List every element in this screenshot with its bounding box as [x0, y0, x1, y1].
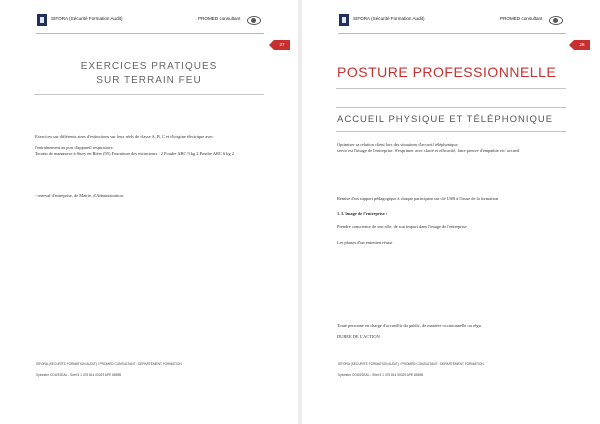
header-divider: [36, 33, 264, 34]
left-page: [0, 0, 298, 424]
note-line: - reneval d'entreprise, de Mairie, d'Administration.: [35, 193, 124, 198]
subtitle-top-divider: [336, 107, 566, 108]
title-divider: [336, 88, 566, 89]
body-line: l'entraînement au port d'appareil respiratoire.: [35, 145, 114, 150]
section-heading: 1. L'image de l'entreprise :: [337, 211, 388, 216]
footer-line1: SIFORA (SECURITE FORMATION AUDIT) / PROMED CONSULTANT : DEPARTEMENT FORMATION: [36, 362, 182, 366]
shield-logo-icon: [37, 14, 47, 26]
body-line: Exercices sur différents aires d'extinctions sur feux réels de classe A, B, C et d'origine électrique avec: [35, 134, 214, 139]
header-right-label: PROMED consultant: [500, 16, 543, 21]
support-line: Remise d'un support pédagogique à chaque participant sur clé USB à l'issue de la formation: [337, 196, 499, 201]
title-divider: [34, 94, 264, 95]
page-number-badge: 27: [274, 40, 290, 50]
phases-line: Les phases d'un entretien réussi: [337, 240, 393, 245]
body-line: Terrain de manœuvre à Stury en Bière (95) Fourniture des extincteurs : 2 Poudre ABC 9 kg 2 Poudre ABC 6 kg 2: [35, 151, 234, 156]
header-right-label: PROMED consultant: [198, 16, 241, 21]
shield-logo-icon: [339, 14, 349, 26]
eye-icon: [247, 16, 261, 25]
footer-line1: SIFORA (SECURITE FORMATION AUDIT) / PROMED CONSULTANT : DEPARTEMENT FORMATION: [338, 362, 484, 366]
page-number-badge: 28: [574, 40, 590, 50]
audience-line: Toute personne en charge d'accueillir du public, de manière occasionnelle ou régu: [337, 323, 481, 328]
page-title-line2: SUR TERRAIN FEU: [96, 75, 202, 86]
page-header: [0, 13, 298, 33]
page-header: [302, 13, 600, 33]
section-subtitle: ACCUEIL PHYSIQUE ET TÉLÉPHONIQUE: [337, 114, 554, 125]
footer-line2: Sylvestre COUSSEAL - Siret 5 1 475 814 00029 APE 8559B: [338, 373, 424, 377]
intro-line: Optimiser sa relation client lors des situations d'accueil téléphonique: [337, 142, 458, 147]
intro-line: servir est l'image de l'entreprise. S'exprimer avec clarté et efficacité, faire preuve d'empathie etc' accueil: [337, 148, 520, 153]
page-title-line1: EXERCICES PRATIQUES: [80, 61, 218, 72]
page-title: POSTURE PROFESSIONNELLE: [337, 64, 557, 80]
duration-line: DUREE DE L'ACTION: [337, 334, 380, 339]
subtitle-bottom-divider: [336, 131, 566, 132]
header-org: SIFORA (Sécurité Formation Audit): [353, 16, 425, 21]
eye-icon: [549, 16, 563, 25]
right-page: [302, 0, 600, 424]
header-divider: [338, 33, 566, 34]
footer-line2: Sylvestre COUSSEAL - Siret 5 1 475 814 00029 APE 8559B: [36, 373, 122, 377]
header-org: SIFORA (Sécurité Formation Audit): [51, 16, 123, 21]
section-text: Prendre conscience de son rôle, de son impact dans l'image de l'entreprise: [337, 224, 467, 229]
